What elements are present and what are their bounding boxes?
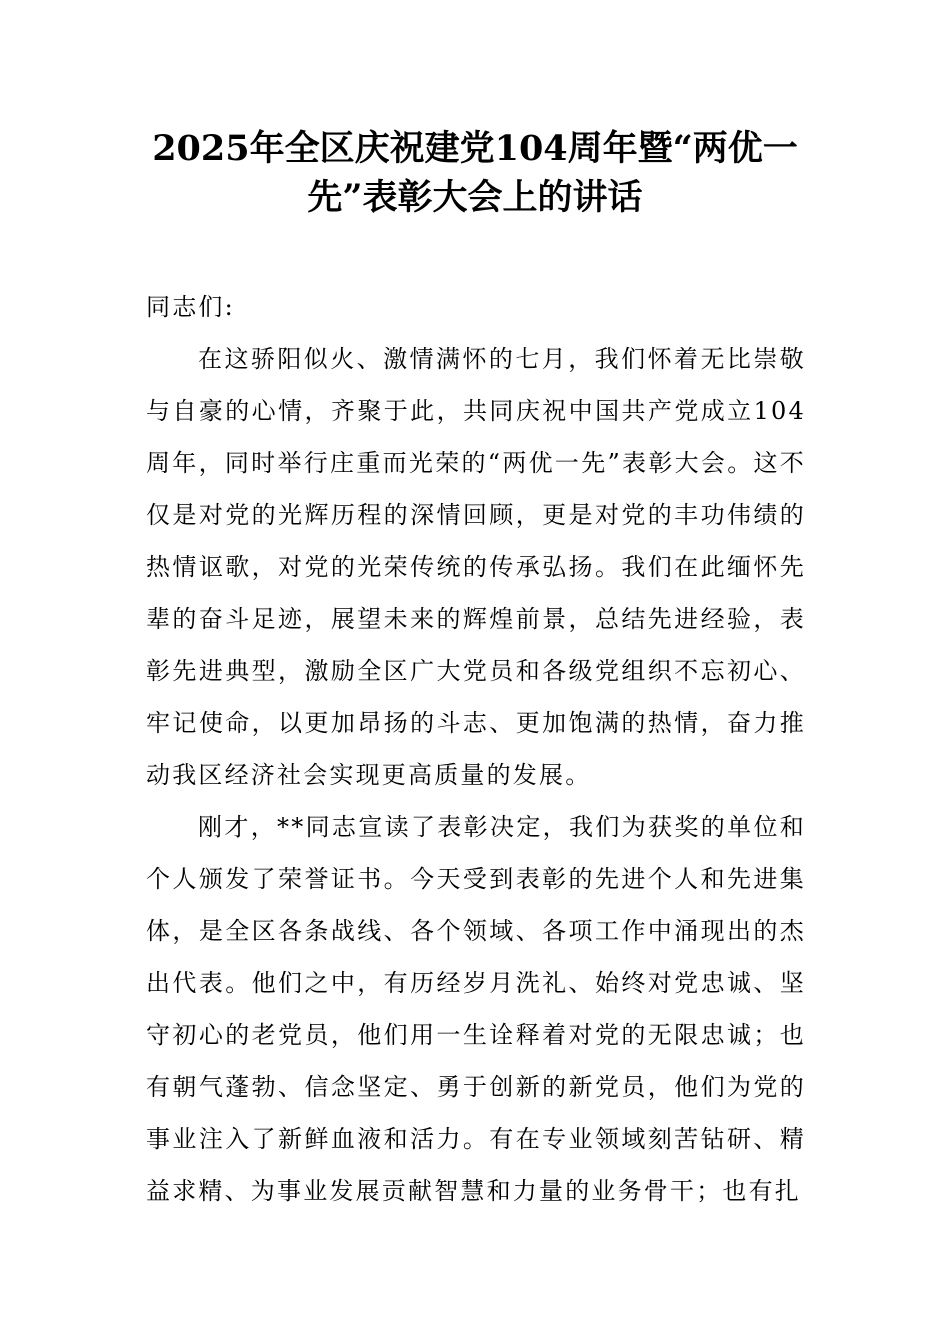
document-title: 2025年全区庆祝建党104周年暨“两优一先”表彰大会上的讲话 <box>152 128 798 218</box>
paragraph-commendation: 刚才，**同志宣读了表彰决定，我们为获奖的单位和个人颁发了荣誉证书。今天受到表彰的先进个人和先进集体，是全区各条战线、各个领域、各项工作中涌现出的杰出代表。他们之中，有历经岁月洗礼、始终对党忠诚、坚守初心的老党员，他们用一生诠释着对党的无限忠诚；也有朝气蓬勃、信念坚定、勇于创新的新党员，他们为党的事业注入了新鲜血液和活力。有在专业领域刻苦钻研、精益求精、为事业发展贡献智慧和力量的业务骨干；也有扎 <box>146 813 806 1205</box>
paragraph-opening: 在这骄阳似火、激情满怀的七月，我们怀着无比崇敬与自豪的心情，齐聚于此，共同庆祝中国共产党成立104周年，同时举行庄重而光荣的“两优一先”表彰大会。这不仅是对党的光辉历程的深情回顾，更是对党的丰功伟绩的热情讴歌，对党的光荣传统的传承弘扬。我们在此缅怀先辈的奋斗足迹，展望未来的辉煌前景，总结先进经验，表彰先进典型，激励全区广大党员和各级党组织不忘初心、牢记使命，以更加昂扬的斗志、更加饱满的热情，奋力推动我区经济社会实现更高质量的发展。 <box>146 345 806 789</box>
salutation: 同志们: <box>146 293 235 321</box>
document-body <box>146 281 806 1217</box>
